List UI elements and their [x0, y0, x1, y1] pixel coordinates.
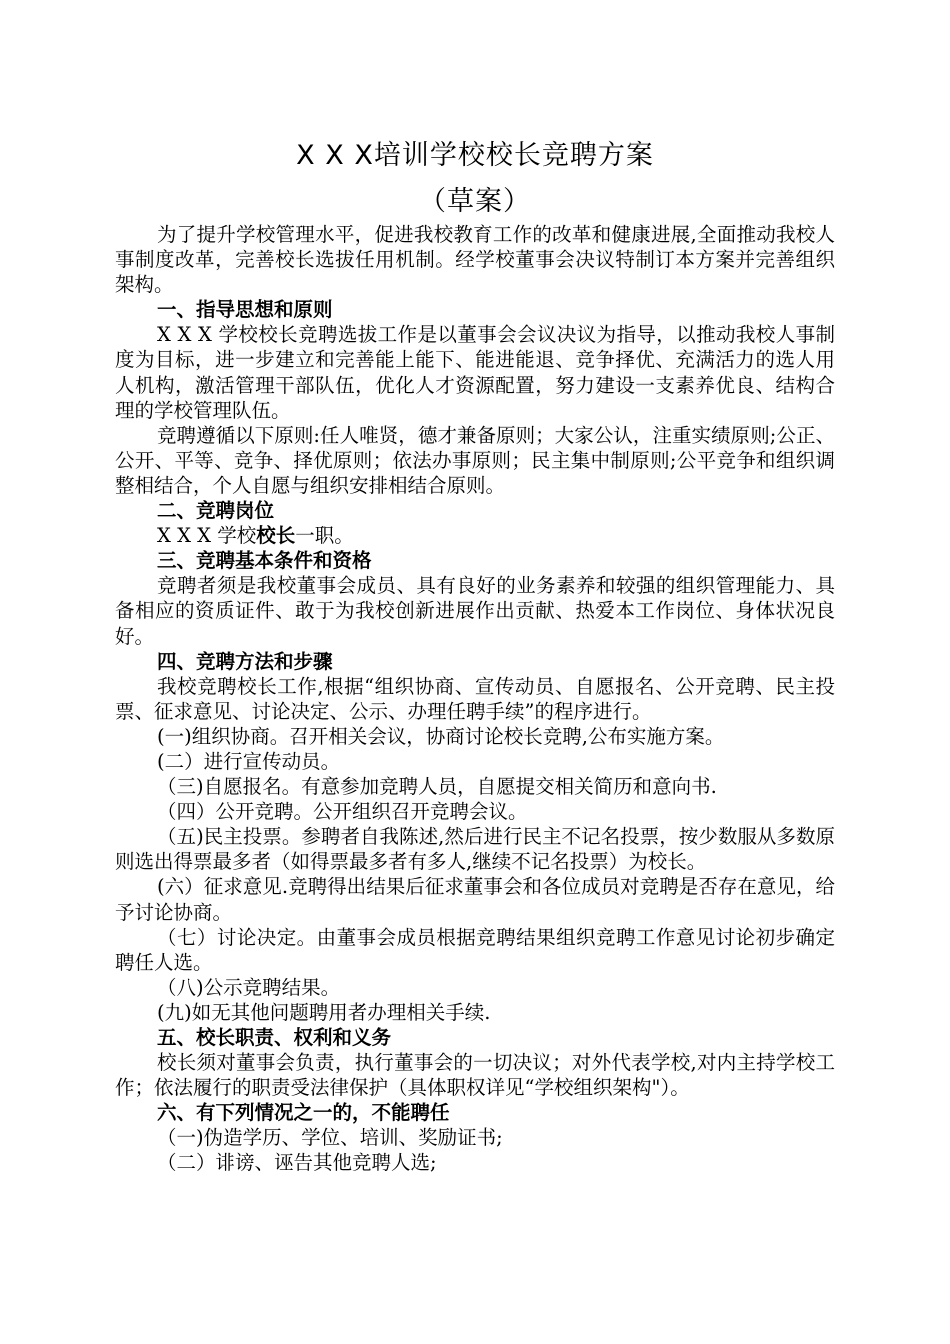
list-item: （五)民主投票。参聘者自我陈述,然后进行民主不记名投票，按少数服从多数原则选出得票最多者（如得票最多者有多人,继续不记名投票）为校长。	[115, 825, 835, 874]
paragraph: 校长须对董事会负责，执行董事会的一切决议；对外代表学校,对内主持学校工作；依法履行的职责受法律保护（具体职权详见“学校组织架构"）。	[115, 1051, 835, 1100]
section-heading: 四、竞聘方法和步骤	[157, 649, 333, 673]
list-item: （一)伪造学历、学位、培训、奖励证书;	[157, 1126, 503, 1150]
paragraph: 我校竞聘校长工作,根据“组织协商、宣传动员、自愿报名、公开竞聘、民主投票、征求意见、讨论决定、公示、办理任聘手续”的程序进行。	[115, 674, 835, 723]
section-heading: 六、有下列情况之一的，不能聘任	[157, 1101, 450, 1125]
list-item: (一)组织协商。召开相关会议，协商讨论校长竞聘,公布实施方案。	[157, 724, 725, 748]
bold-text: 校长	[256, 524, 296, 548]
list-item: (九)如无其他问题聘用者办理相关手续.	[157, 1000, 491, 1024]
text-run: X X X 学校	[157, 524, 257, 548]
paragraph: X X X 学校校长竞聘选拔工作是以董事会会议决议为指导，以推动我校人事制度为目标，进一步建立和完善能上能下、能进能退、竞争择优、充满活力的选人用人机构，激活管理干部队伍，优化人才资源配置，努力建设一支素养优良、结构合理的学校管理队伍。	[115, 323, 835, 422]
document-body	[115, 222, 835, 1176]
section-heading: 一、指导思想和原则	[157, 298, 333, 322]
list-item: (六）征求意见.竞聘得出结果后征求董事会和各位成员对竞聘是否存在意见，给予讨论协商。	[115, 875, 835, 924]
paragraph: 竞聘遵循以下原则:任人唯贤，德才兼备原则；大家公认，注重实绩原则;公正、公开、平等、竞争、择优原则；依法办事原则；民主集中制原则;公平竞争和组织调整相结合，个人自愿与组织安排相结合原则。	[115, 423, 835, 497]
paragraph: 竞聘者须是我校董事会成员、具有良好的业务素养和较强的组织管理能力、具备相应的资质证件、敢于为我校创新进展作出贡献、热爱本工作岗位、身体状况良好。	[115, 574, 835, 648]
section-heading: 五、校长职责、权利和义务	[157, 1026, 392, 1049]
list-item: （八)公示竞聘结果。	[157, 975, 341, 999]
document-subtitle: （草案）	[419, 186, 531, 217]
list-item: (二）进行宣传动员。	[157, 749, 341, 773]
list-item: （七）讨论决定。由董事会成员根据竞聘结果组织竞聘工作意见讨论初步确定聘任人选。	[115, 925, 835, 974]
list-item: （四）公开竞聘。公开组织召开竞聘会议。	[157, 800, 528, 824]
section-heading: 三、竞聘基本条件和资格	[157, 549, 372, 573]
intro-paragraph: 为了提升学校管理水平，促进我校教育工作的改革和健康进展,全面推动我校人事制度改革，完善校长选拔任用机制。经学校董事会决议特制订本方案并完善组织架构。	[115, 223, 835, 297]
document-title: X X X培训学校校长竞聘方案	[296, 140, 654, 171]
paragraph	[115, 523, 835, 548]
list-item: （二）诽谤、诬告其他竞聘人选;	[157, 1151, 437, 1175]
text-run: 一职。	[295, 524, 354, 548]
list-item: （三)自愿报名。有意参加竞聘人员，自愿提交相关简历和意向书.	[157, 775, 717, 799]
section-heading: 二、竞聘岗位	[157, 499, 275, 523]
